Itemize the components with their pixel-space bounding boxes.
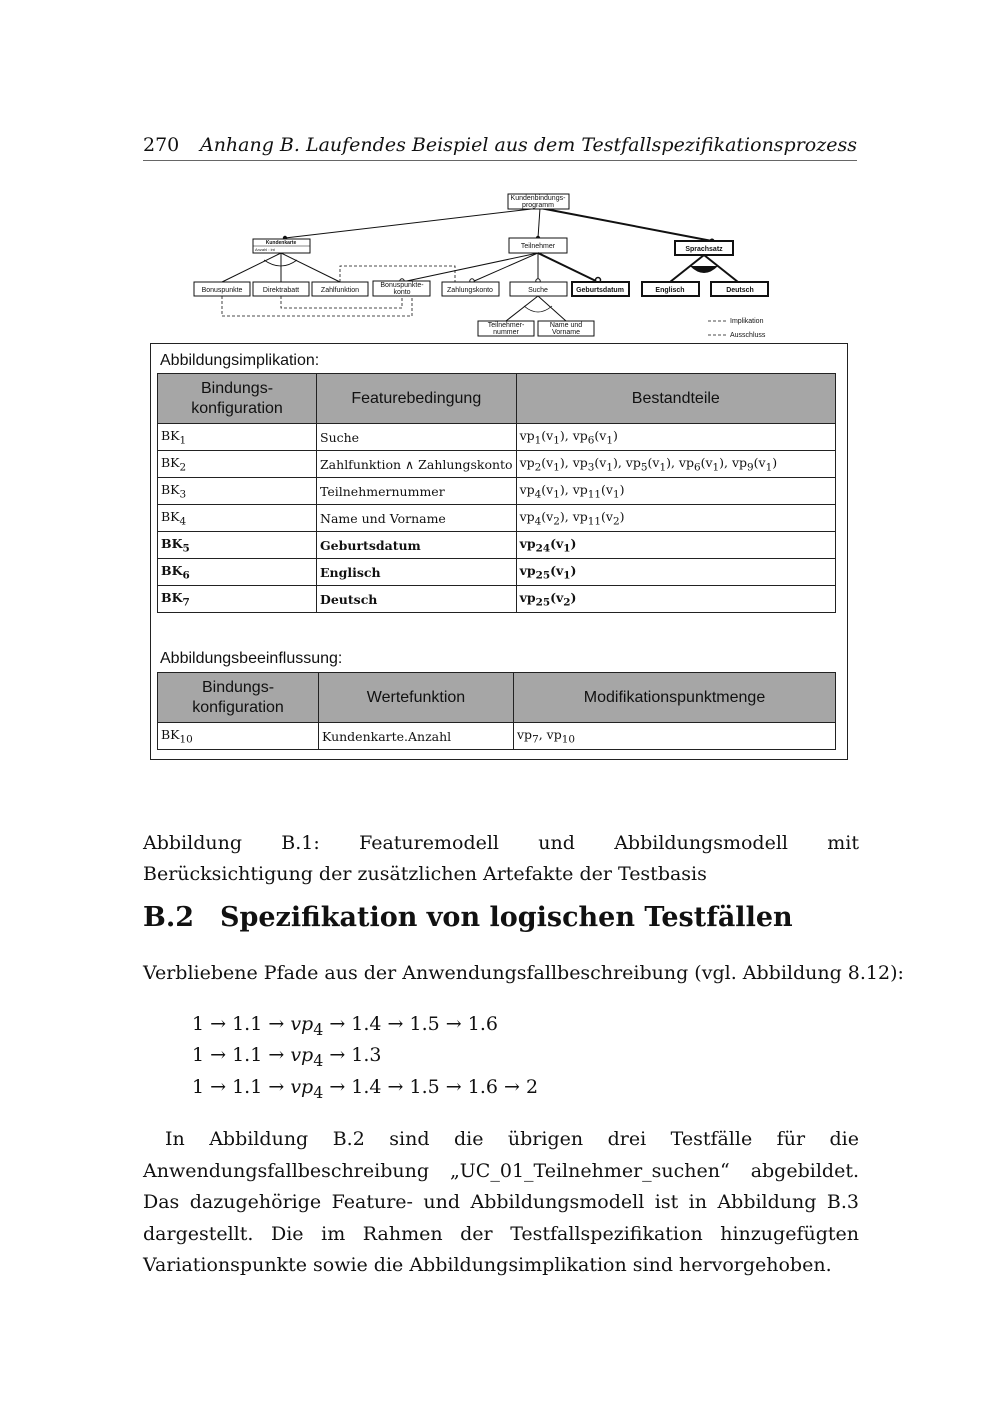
path-2: $1 \to 1.1 \to vp_4 \to 1.3$ (192, 1044, 382, 1070)
figure-caption: Abbildung B.1: Featuremodell und Abbildungsmodell mit Berücksichtigung der zusätzlichen Artefakte der Testbasis (143, 832, 859, 885)
implication-title: Abbildungsimplikation: (160, 352, 320, 369)
table-row: $BK_3$ Teilnehmernummer $vp_4(v_1)$, $vp_{11}(v_1)$ (158, 478, 836, 505)
table-row: $BK_4$ Name und Vorname $vp_4(v_2)$, $vp_{11}(v_2)$ (158, 505, 836, 532)
header-rule (143, 160, 857, 161)
table-row: $BK_5$ Geburtsdatum $vp_{24}(v_1)$ (158, 532, 836, 559)
fm-leaf-zahlungskonto: Zahlungskonto (447, 287, 493, 294)
body-paragraph: In Abbildung B.2 sind die übrigen drei Testfälle für die Anwendungsfallbeschreibung „UC_01_Teilnehmer_suchen“ abgebildet. Das dazugehörige Feature- und Abbildungsmodell ist in Abbildung B.3 dargestellt. Die im Rahmen der Testfallspezifikation hinzugefügten Variationspunkte sowie die Abbildungsimplikation sind hervorgehoben. (143, 1128, 859, 1276)
fm-sub-name-vorname: Name und (549, 322, 583, 329)
page-number: 270 (143, 134, 180, 156)
section-number: B.2 (143, 902, 195, 933)
running-title: Anhang B. Laufendes Beispiel aus dem Testfallspezifikationsprozess (199, 134, 857, 156)
fm-leaf-bonuspunkte: Bonuspunkte (201, 287, 243, 294)
table-row: $BK_{10}$ Kundenkarte.Anzahl $vp_7$, $vp_{10}$ (158, 723, 836, 750)
influence-title: Abbildungsbeeinflussung: (160, 650, 343, 667)
table-row: $BK_7$ Deutsch $vp_{25}(v_2)$ (158, 586, 836, 613)
col-header-modifikationspunktmenge: Modifikationspunktmenge (514, 673, 836, 723)
svg-text:programm: programm (522, 202, 554, 209)
legend-ausschluss: Ausschluss (730, 332, 766, 339)
fm-leaf-bonuspunktekonto: Bonuspunkte- (380, 282, 424, 289)
fm-leaf-englisch: Englisch (655, 287, 685, 294)
fm-sprachsatz: Sprachsatz (685, 246, 723, 253)
feature-model-diagram (180, 188, 780, 343)
col-header-bindungskonfiguration-2: Bindungs- konfiguration (158, 673, 319, 723)
col-header-bindungskonfiguration: Bindungs- konfiguration (158, 374, 317, 424)
fm-kundenkarte-attr: Anzahl : int (255, 247, 275, 252)
fm-teilnehmer: Teilnehmer (520, 243, 556, 250)
fm-leaf-direktrabatt: Direktrabatt (262, 287, 300, 294)
svg-text:konto: konto (393, 289, 411, 296)
col-header-wertefunktion: Wertefunktion (319, 673, 514, 723)
intro-text: Verbliebene Pfade aus der Anwendungsfallbeschreibung (vgl. Abbildung 8.12): (143, 962, 904, 984)
table-row: $BK_1$ Suche $vp_1(v_1)$, $vp_6(v_1)$ (158, 424, 836, 451)
fm-root: Kundenbindungs- (510, 195, 566, 202)
col-header-bestandteile: Bestandteile (516, 374, 835, 424)
fm-sub-teilnehmernummer: Teilnehmer- (487, 322, 525, 329)
fm-leaf-zahlfunktion: Zahlfunktion (320, 287, 360, 294)
influence-table (157, 672, 836, 750)
svg-text:nummer: nummer (493, 329, 519, 336)
section-title: Spezifikation von logischen Testfällen (220, 902, 793, 933)
fm-leaf-suche: Suche (528, 287, 548, 294)
fm-leaf-geburtsdatum: Geburtsdatum (576, 287, 624, 294)
col-header-featurebedingung: Featurebedingung (317, 374, 517, 424)
legend-implikation: Implikation (730, 318, 764, 325)
fm-kundenkarte: Kundenkarte (265, 240, 297, 246)
fm-leaf-deutsch: Deutsch (726, 287, 754, 294)
path-1: $1 \to 1.1 \to vp_4 \to 1.4 \to 1.5 \to 1.6$ (192, 1013, 498, 1039)
implication-table (157, 373, 836, 613)
table-row: $BK_2$ Zahlfunktion ∧ Zahlungskonto $vp_2(v_1)$, $vp_3(v_1)$, $vp_5(v_1)$, $vp_6(v_1)$, $vp_9(v_1)$ (158, 451, 836, 478)
path-3: $1 \to 1.1 \to vp_4 \to 1.4 \to 1.5 \to 1.6 \to 2$ (192, 1076, 539, 1102)
svg-text:Vorname: Vorname (551, 329, 581, 336)
table-row: $BK_6$ Englisch $vp_{25}(v_1)$ (158, 559, 836, 586)
